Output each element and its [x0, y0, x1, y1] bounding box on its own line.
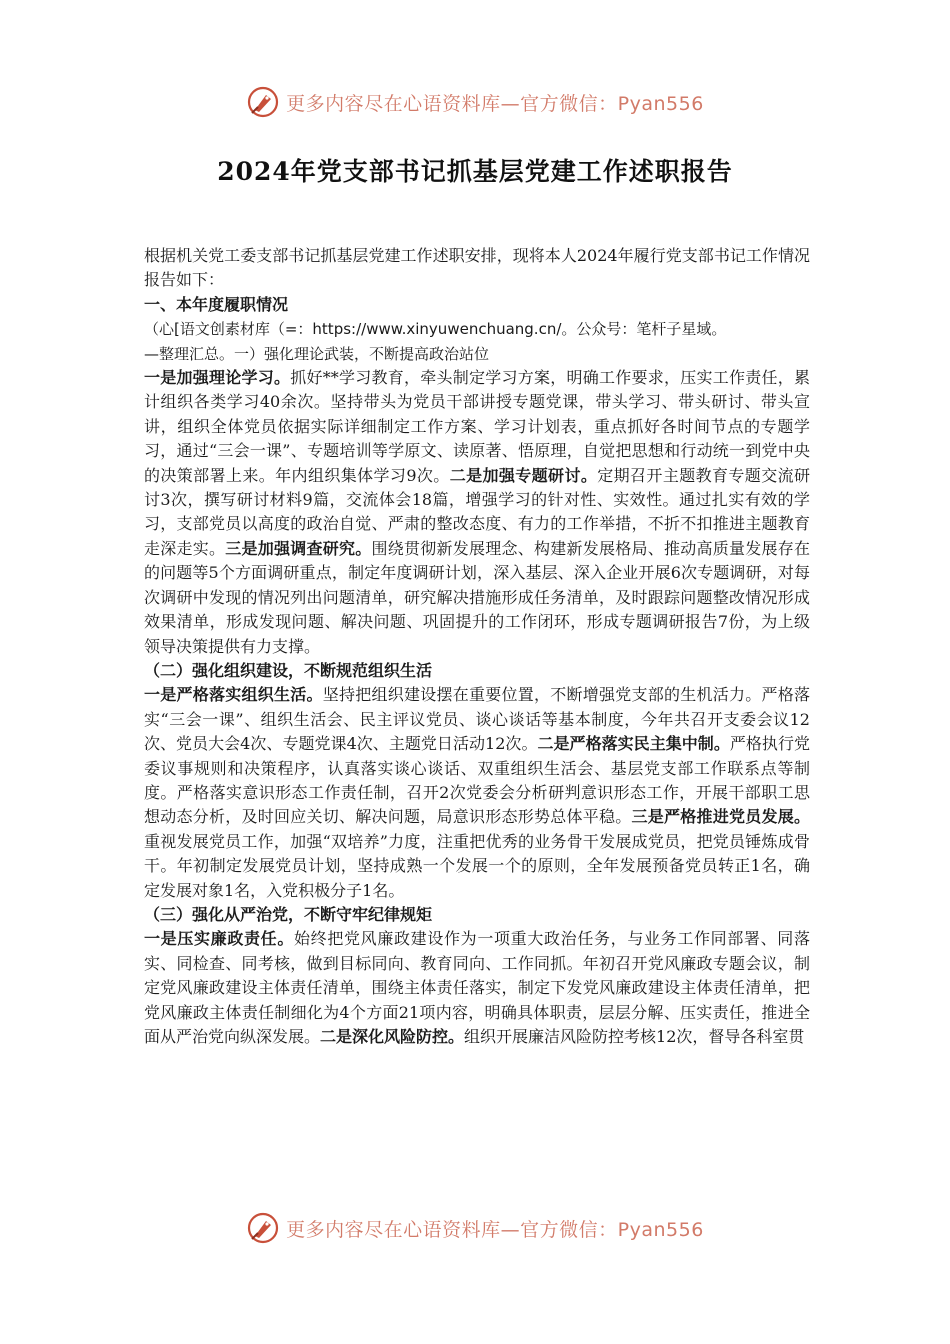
- bold-lead: 三是加强调查研究。: [225, 538, 372, 558]
- bold-lead: 一是压实廉政责任。: [144, 929, 294, 949]
- bold-lead: 三是严格推进党员发展。: [631, 807, 810, 827]
- watermark-text: 更多内容尽在心语资料库—官方微信：Pyan556: [286, 1218, 704, 1241]
- bold-lead: 二是深化风险防控。: [320, 1027, 465, 1046]
- bold-lead: 一是严格落实组织生活。: [144, 685, 323, 705]
- paragraph-discipline: 一是压实廉政责任。始终把党风廉政建设作为一项重大政治任务，与业务工作同部署、同落实、同检查、同考核，做到目标同向、教育同向、工作同抓。年初召开党风廉政专题会议，制定党风廉政建设主体责任清单，围绕主体责任落实，制定下发党风廉政建设主体责任清单，把党风廉政主体责任制细化为4个方面21项内容，明确具体职责，层层分解、压实责任，推进全面从严治党向纵深发展。二是深化风险防控。组织开展廉洁风险防控考核12次，督导各科室贯: [144, 929, 810, 1046]
- document-title: 2024年党支部书记抓基层党建工作述职报告: [217, 157, 733, 186]
- bold-lead: 一是加强理论学习。: [144, 368, 291, 388]
- intro-paragraph: 根据机关党工委支部书记抓基层党建工作述职安排，现将本人2024年履行党支部书记工作情况报告如下：: [144, 246, 810, 290]
- source-note-line-2: —整理汇总。一）强化理论武装，不断提高政治站位: [144, 344, 490, 363]
- pen-nib-logo-icon: [246, 85, 280, 119]
- section-heading-1: 一、本年度履职情况: [144, 294, 289, 314]
- section-heading-2: （二）强化组织建设，不断规范组织生活: [144, 660, 433, 680]
- header-watermark-banner: [0, 82, 950, 122]
- pen-nib-logo-icon: [246, 1211, 280, 1245]
- paragraph-organization: 一是严格落实组织生活。坚持把组织建设摆在重要位置，不断增强党支部的生机活力。严格落实“三会一课”、组织生活会、民主评议党员、谈心谈话等基本制度，今年共召开支委会议12次、党员大会4次、专题党课4次、主题党日活动12次。二是严格落实民主集中制。严格执行党委议事规则和决策程序，认真落实谈心谈话、双重组织生活会、基层党支部工作联系点等制度。严格落实意识形态工作责任制，召开2次党委会分析研判意识形态工作，开展干部职工思想动态分析，及时回应关切、解决问题，局意识形态形势总体平稳。三是严格推进党员发展。重视发展党员工作，加强“双培养”力度，注重把优秀的业务骨干发展成党员，把党员锤炼成骨干。年初制定发展党员计划，坚持成熟一个发展一个的原则，全年发展预备党员转正1名，确定发展对象1名，入党积极分子1名。: [144, 685, 810, 900]
- paragraph-theory: 一是加强理论学习。抓好**学习教育，牵头制定学习方案，明确工作要求，压实工作责任，累计组织各类学习40余次。坚持带头为党员干部讲授专题党课，带头学习、带头研讨、带头宣讲，组织全体党员依据实际详细制定工作方案、学习计划表，重点抓好各时间节点的专题学习，通过“三会一课”、专题培训等学原文、读原著、悟原理，自觉把思想和行动统一到党中央的决策部署上来。年内组织集体学习9次。二是加强专题研讨。定期召开主题教育专题交流研讨3次，撰写研讨材料9篇，交流体会18篇，增强学习的针对性、实效性。通过扎实有效的学习，支部党员以高度的政治自觉、严肃的整改态度、有力的工作举措，不折不扣推进主题教育走深走实。三是加强调查研究。围绕贯彻新发展理念、构建新发展格局、推动高质量发展存在的问题等5个方面调研重点，制定年度调研计划，深入基层、深入企业开展6次专题调研，对每次调研中发现的情况列出问题清单，研究解决措施形成任务清单，及时跟踪问题整改情况形成效果清单，形成发现问题、解决问题、巩固提升的工作闭环，形成专题调研报告7份，为上级领导决策提供有力支撑。: [144, 368, 810, 656]
- source-note-line-1: （心[语文创素材库（=：https://www.xinyuwenchuang.cn/。公众号：笔杆子星域。: [144, 320, 727, 339]
- watermark-text: 更多内容尽在心语资料库—官方微信：Pyan556: [286, 92, 704, 115]
- bold-lead: 二是加强专题研讨。: [449, 465, 598, 485]
- document-body: [144, 244, 810, 1049]
- section-heading-3: （三）强化从严治党，不断守牢纪律规矩: [144, 904, 433, 924]
- bold-lead: 二是严格落实民主集中制。: [537, 734, 730, 754]
- footer-watermark-banner: [0, 1208, 950, 1248]
